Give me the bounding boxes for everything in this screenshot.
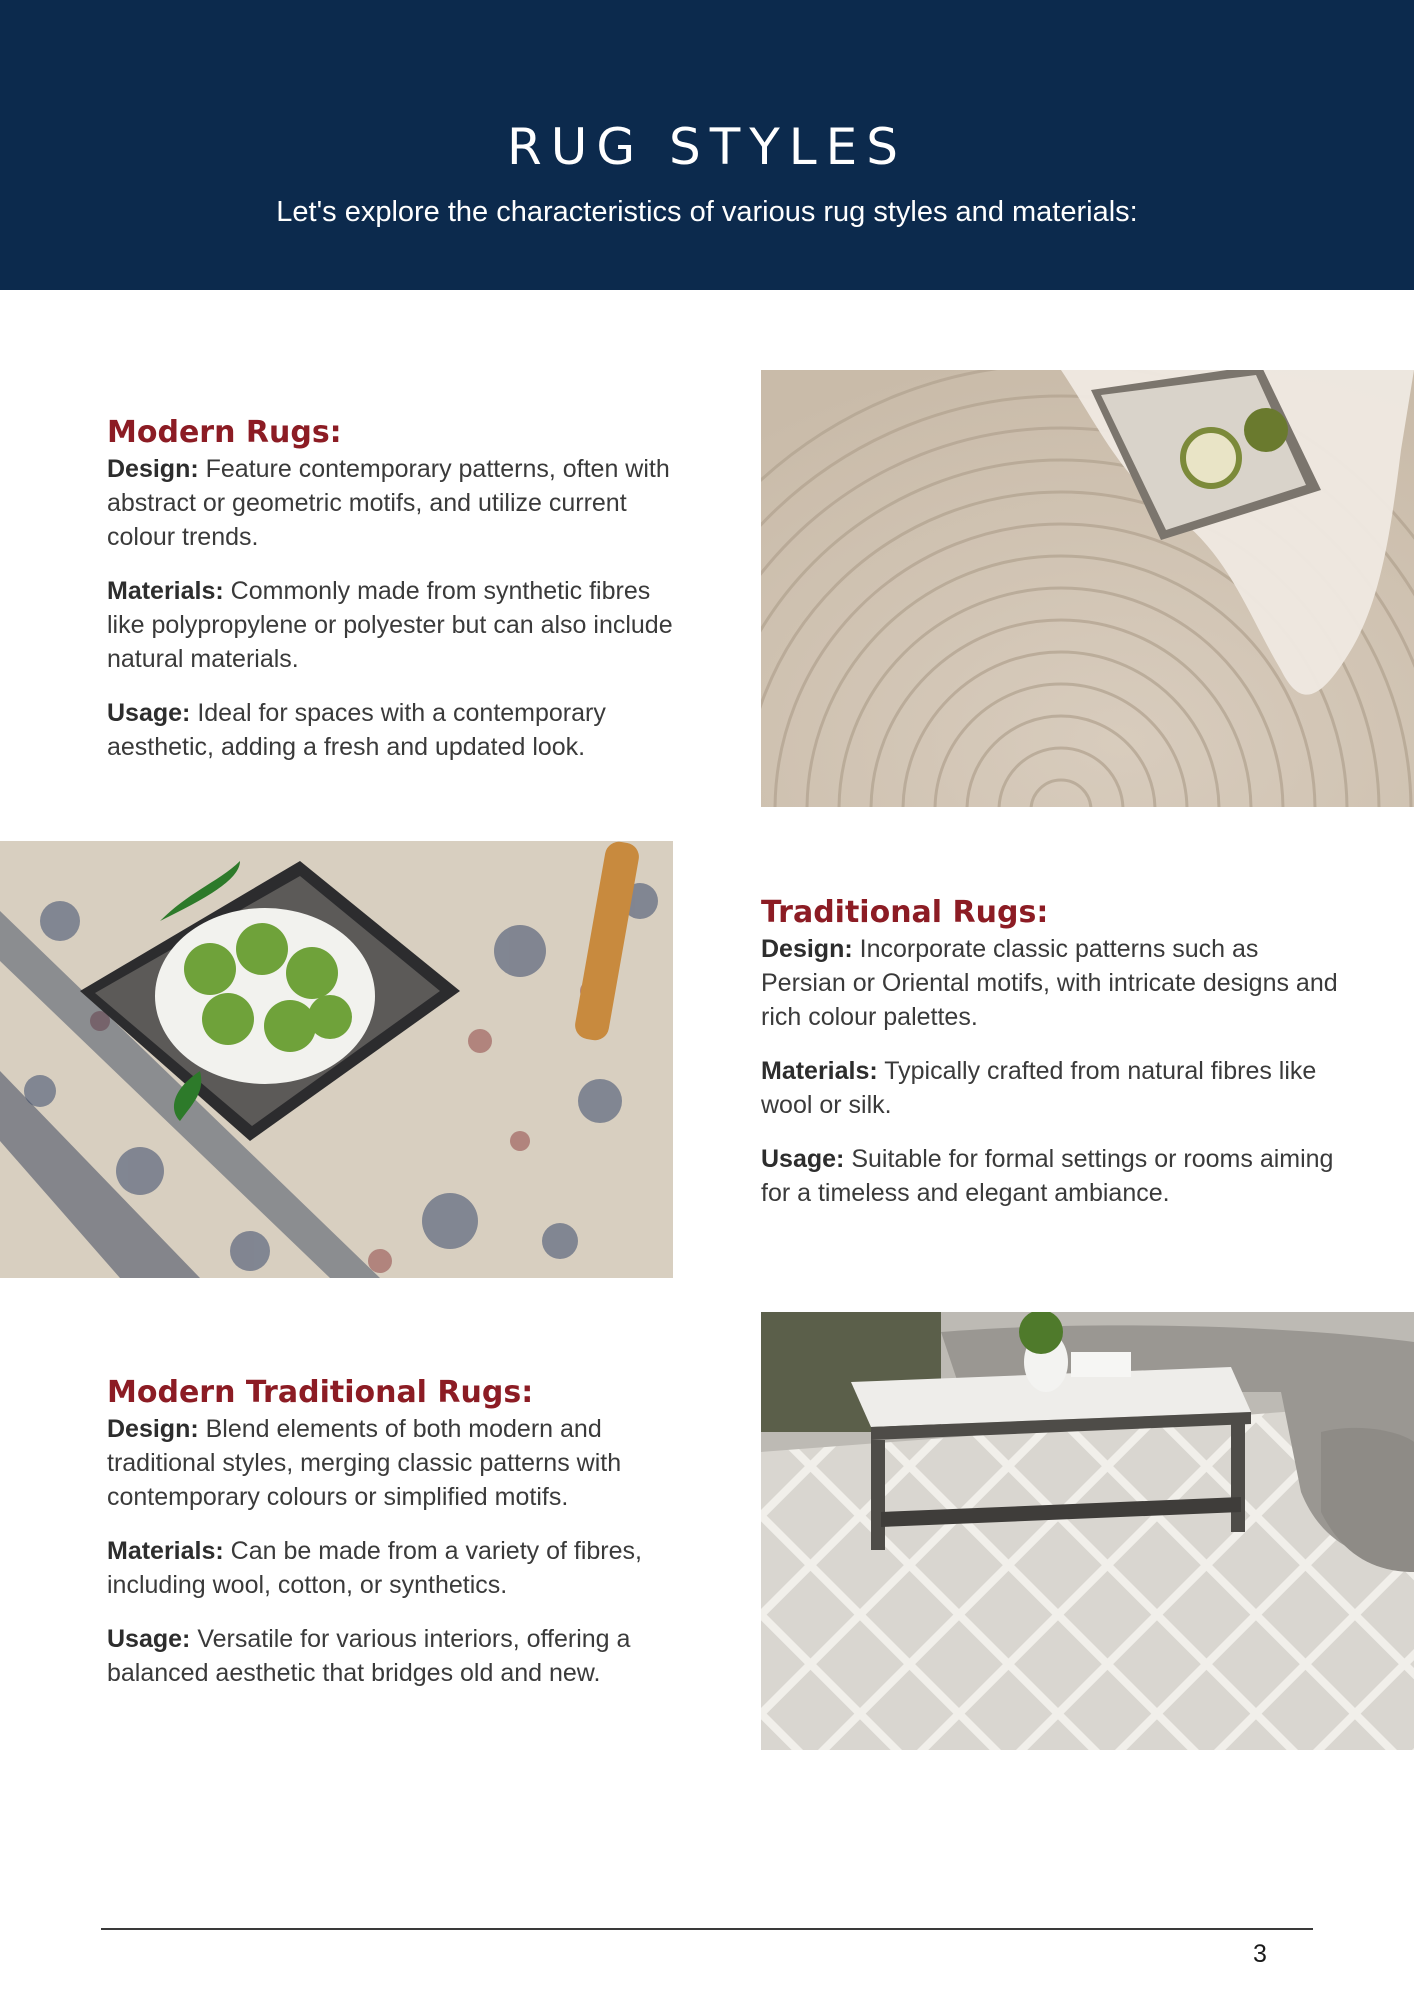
design-paragraph	[107, 1412, 687, 1514]
modern-traditional-rug-photo	[761, 1312, 1414, 1750]
materials-text: Typically crafted from natural fibres like wool or silk.	[761, 1057, 1317, 1119]
materials-paragraph	[761, 1054, 1341, 1122]
materials-text: Can be made from a variety of fibres, including wool, cotton, or synthetics.	[107, 1537, 642, 1599]
materials-label: Materials:	[107, 577, 224, 605]
traditional-rug-photo	[0, 841, 673, 1278]
footer-divider	[101, 1928, 1313, 1930]
section-modern-traditional-rugs	[107, 1374, 687, 1710]
materials-text: Commonly made from synthetic fibres like polypropylene or polyester but can also include natural materials.	[107, 577, 673, 673]
materials-paragraph	[107, 1534, 687, 1602]
usage-text: Versatile for various interiors, offering a balanced aesthetic that bridges old and new.	[107, 1625, 631, 1687]
design-label: Design:	[107, 1415, 199, 1443]
usage-text: Suitable for formal settings or rooms aiming for a timeless and elegant ambiance.	[761, 1145, 1334, 1207]
header-banner	[0, 0, 1414, 290]
usage-paragraph	[761, 1142, 1341, 1210]
usage-label: Usage:	[761, 1145, 845, 1173]
materials-label: Materials:	[761, 1057, 878, 1085]
usage-label: Usage:	[107, 699, 191, 727]
page-title: RUG STYLES	[507, 118, 907, 176]
usage-paragraph	[107, 1622, 687, 1690]
usage-label: Usage:	[107, 1625, 191, 1653]
design-text: Feature contemporary patterns, often with abstract or geometric motifs, and utilize current colour trends.	[107, 455, 670, 551]
materials-paragraph	[107, 574, 687, 676]
page-number: 3	[1253, 1940, 1267, 1968]
usage-paragraph	[107, 696, 687, 764]
section-traditional-rugs	[761, 894, 1341, 1230]
section-heading: Traditional Rugs:	[761, 895, 1049, 930]
page-subtitle: Let's explore the characteristics of various rug styles and materials:	[276, 196, 1138, 228]
design-text: Blend elements of both modern and traditional styles, merging classic patterns with contemporary colours or simplified motifs.	[107, 1415, 622, 1511]
design-paragraph	[761, 932, 1341, 1034]
design-paragraph	[107, 452, 687, 554]
section-modern-rugs	[107, 414, 687, 784]
design-label: Design:	[107, 455, 199, 483]
usage-text: Ideal for spaces with a contemporary aesthetic, adding a fresh and updated look.	[107, 699, 606, 761]
design-label: Design:	[761, 935, 853, 963]
section-heading: Modern Rugs:	[107, 415, 342, 450]
design-text: Incorporate classic patterns such as Persian or Oriental motifs, with intricate designs and rich colour palettes.	[761, 935, 1338, 1031]
section-heading: Modern Traditional Rugs:	[107, 1375, 534, 1410]
modern-rug-photo	[761, 370, 1414, 807]
materials-label: Materials:	[107, 1537, 224, 1565]
